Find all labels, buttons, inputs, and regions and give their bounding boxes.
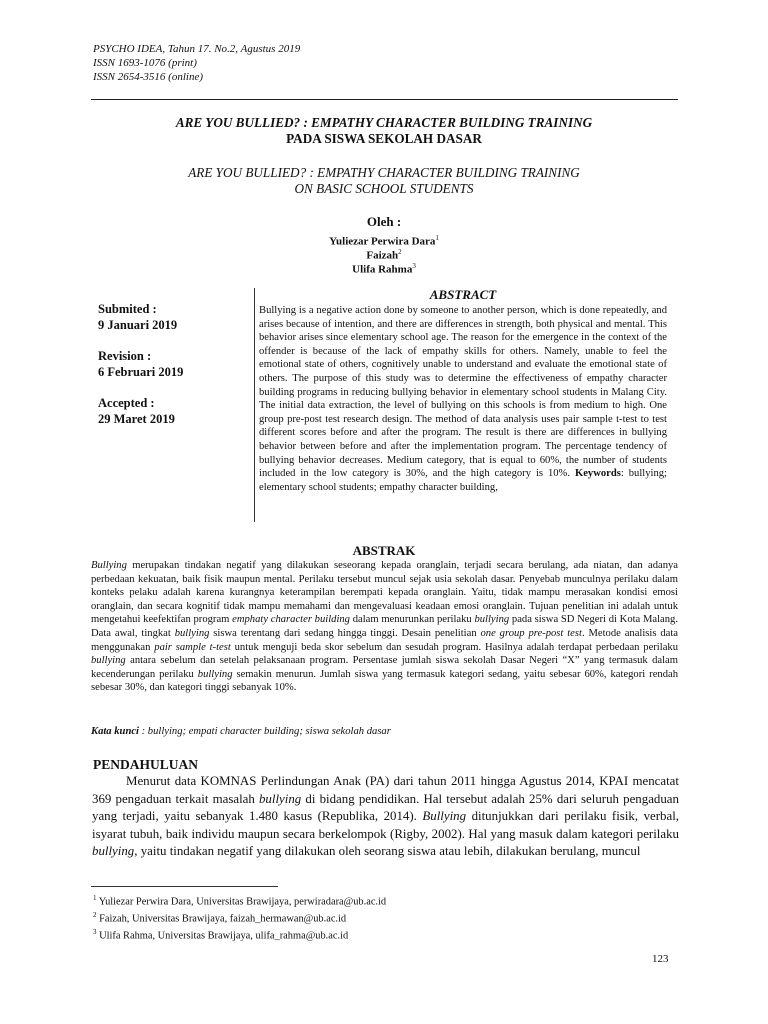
revision-date: 6 Februari 2019 [98,365,184,379]
page-number: 123 [652,953,669,965]
introduction-paragraph [92,773,679,861]
title-en-line2: ON BASIC SCHOOL STUDENTS [294,181,474,196]
submitted-label: Submited : [98,302,157,316]
abstrak-text: untuk menguji beda skor sebelum dan sesudah program. Hasilnya adalah terdapat perbedaan perilaku [230,641,678,653]
submitted-group [98,301,183,333]
footnote-text: Yuliezar Perwira Dara, Universitas Brawijaya, perwiradara@ub.ac.id [96,896,387,908]
abstract-heading: ABSTRACT [429,287,497,302]
abstrak-text: merupakan tindakan negatif yang dilakukan seseorang kepada oranglain, terjadi secara berulang, ada niatan, dan adanya perbedaan kekuatan, baik fisik maupun mental. Perilaku tersebut muncul sejak usia sekolah dasar. Penyebab munculnya perilaku dalam konteks pelaku adalah karena kurangnya keterampilan berempati kepada oranglain. Yaitu, tidak mampu merasakan kondisi emosi oranglain, dan secara kognitif tidak mampu memahami dan mengevaluasi keadaan emosi oranglain. Tujuan penelitian ini adalah untuk mengetahui keefektifan program [91,560,678,626]
issn-print: ISSN 1693-1076 (print) [93,57,197,69]
footnote-divider [91,886,278,887]
intro-text: Menurut data KOMNAS Perlindungan Anak (PA) dari tahun 2011 hingga Agustus 2014, KPAI mencatat 369 pengaduan terkait masalah [92,774,679,806]
footnote-mark: 3 [93,927,97,936]
abstract-body [259,304,667,494]
abstract-text: Bullying is a negative action done by someone to another person, which is done repeatedly, and arises because of intention, and there are differences in strength, both physical and mental. This behavior arises since elementary school age. The reason for the emergence in the context of the offender is because of the lack of empathy skills for others. Namely, unable to feel the emotional state of others, cognitively unable to understand and evaluate the emotional state of others. The purpose of this study was to determine the effectiveness of empathy character building programs in reducing bullying behavior in elementary school students in Malang City. The initial data extraction, the level of bullying on this schools is from medium to high. One group pre-post test research design. The method of data analysis uses pair sample t-test to test different scores before and after the program. The result is there are differences in bullying behavior between before and after the implementation program. The percentage tendency of bullying behavior decreases. Medium category, that is equal to 60%, the number of students included in the low category is 30%, and the high category is 10%. [259,305,667,480]
title-id-line1: ARE YOU BULLIED? : EMPATHY CHARACTER BUILDING TRAINING [175,115,593,130]
abstrak-text: antara sebelum dan setelah pelaksanaan program. Persentase jumlah siswa sekolah Dasar Negeri “X” yang termasuk dalam kecenderungan perilaku [91,655,678,680]
author-mark: 2 [398,248,402,256]
revision-group [98,348,183,380]
revision-label: Revision : [98,349,152,363]
abstract-divider [254,288,255,522]
title-id-line2: PADA SISWA SEKOLAH DASAR [286,131,482,146]
kata-kunci [91,726,391,737]
submitted-date: 9 Januari 2019 [98,318,178,332]
abstrak-italic: pair sample t-test [154,641,231,653]
kata-kunci-text: : bullying; empati character building; siswa sekolah dasar [138,726,391,737]
abstrak-italic: bullying [197,668,233,680]
author-3 [80,260,688,277]
intro-italic: bullying [258,791,302,806]
abstrak-italic: bullying [474,614,510,626]
footnote-text: Ulifa Rahma, Universitas Brawijaya, ulifa_rahma@ub.ac.id [96,930,349,942]
abstrak-heading: ABSTRAK [352,543,416,558]
keywords-text: : bullying; elementary school students; empathy character building, [259,468,667,493]
author-mark: 3 [412,262,416,270]
intro-text: di bidang pendidikan. Hal tersebut adalah 25% dari seluruh pengaduan yang terjadi, yaitu sebanyak 1.480 kasus (Republika, 2014). [92,791,679,824]
intro-text: ditunjukkan dari perilaku fisik, verbal, isyarat tubuh, baik individu maupun secara berkelompok (Rigby, 2002). Hal yang masuk dalam kategori perilaku [92,809,680,841]
title-english [80,165,688,197]
section-heading: PENDAHULUAN [93,757,199,772]
author-name: Ulifa Rahma [352,263,413,276]
footnote-mark: 2 [93,910,97,919]
journal-title: PSYCHO IDEA, Tahun 17. No.2, Agustus 2019 [93,43,301,55]
footnotes [93,892,386,943]
author-mark: 1 [435,234,439,242]
kata-kunci-label: Kata kunci [91,726,139,737]
title-indonesian [80,115,688,147]
keywords-label: Keywords [574,468,621,480]
title-en-line1: ARE YOU BULLIED? : EMPATHY CHARACTER BUILDING TRAINING [188,165,580,180]
accepted-date: 29 Maret 2019 [98,412,175,426]
abstrak-italic: emphaty character building [232,614,350,626]
abstrak-italic: Bullying [91,560,127,571]
abstrak-body [91,559,678,695]
journal-header [93,42,300,84]
footnote-mark: 1 [93,894,97,902]
byline: Oleh : [366,214,402,229]
accepted-group [98,395,183,427]
abstrak-text: dalam menurunkan perilaku [349,614,475,626]
abstrak-italic: bullying [174,627,210,639]
abstrak-italic: one group pre-post test [480,627,582,639]
intro-italic: Bullying [422,809,467,824]
abstrak-text: semakin menurun. Jumlah siswa yang termasuk kategori sedang, yaitu sebesar 60%, kategori rendah sebesar 30%, dan kategori tinggi sebanyak 10%. [91,668,678,694]
article-dates [98,301,183,442]
abstrak-text: . Metode analisis data menggunakan [91,627,678,653]
footnote-1 [93,892,386,909]
issn-online: ISSN 2654-3516 (online) [93,71,203,83]
author-name: Yuliezar Perwira Dara [329,235,436,248]
abstrak-text: pada siswa SD Negeri di Kota Malang. Data awal, tingkat [91,614,678,639]
abstrak-italic: bullying [91,655,126,667]
abstrak-text: siswa terentang dari sedang hingga tinggi. Desain penelitian [209,627,481,639]
footnote-2 [93,909,386,926]
intro-italic: bullying [92,844,135,859]
accepted-label: Accepted : [98,396,155,410]
intro-text: , yaitu tindakan negatif yang dilakukan oleh seorang siswa atau lebih, dilakukan berulang, muncul [134,844,641,859]
footnote-text: Faizah, Universitas Brawijaya, faizah_hermawan@ub.ac.id [96,913,347,925]
header-divider [91,99,678,100]
author-name: Faizah [366,249,399,262]
footnote-3 [93,926,386,943]
